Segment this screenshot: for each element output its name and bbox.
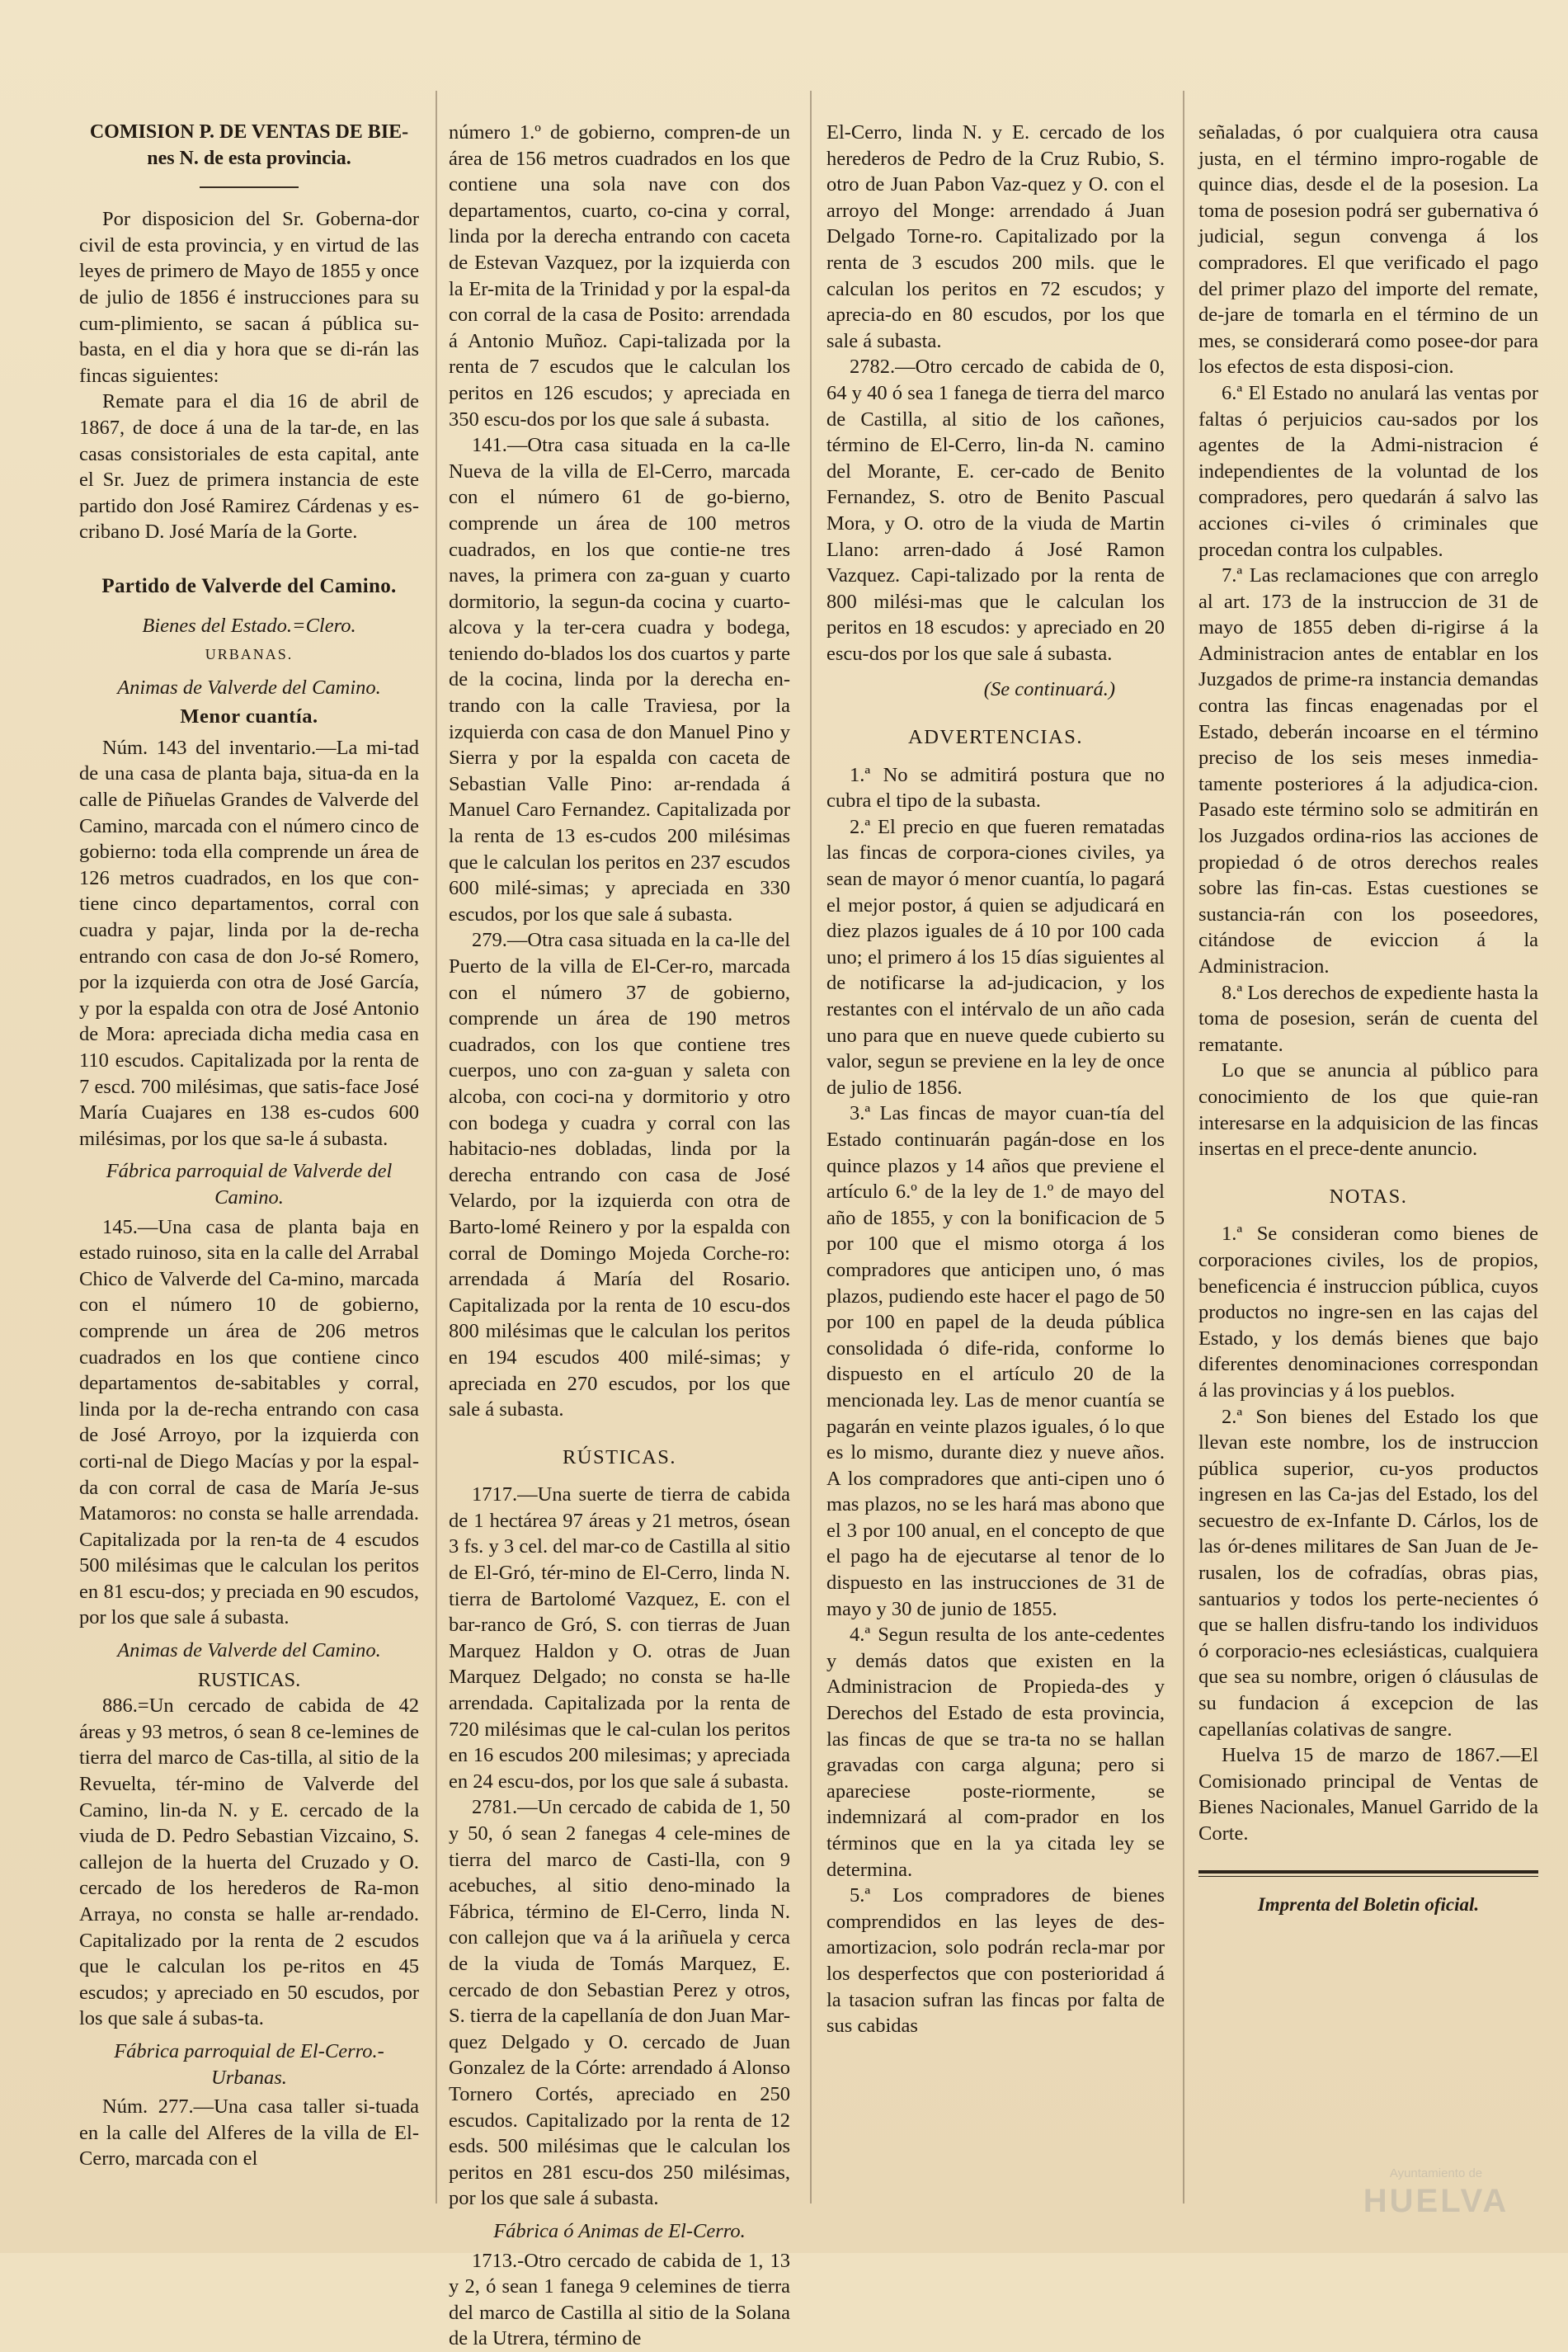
imprenta-line: Imprenta del Boletin oficial. [1257,1893,1480,1915]
advertencia-8: 8.ª Los derechos de expediente hasta la toma de posesion, serán de cuenta del rematante. [1198,981,1538,1056]
advertencia-7: 7.ª Las reclamaciones que con arreglo al art. 173 de la instruccion de 31 de mayo de 1855 deben di-rigirse á la Administracion antes de entablar en los Juzgados de prime-ra instancia demandas contra las fincas enagenadas por el Estado, deberán incoarse en el término preciso de los seis meses inmedia-tamente posteriores á la adjudica-cion. Pasado este término solo se admitirán en los Juzgados ordina-rios las acciones de propiedad ó de otros derechos reales sobre las fin-cas. Estas cuestiones se sustancia-rán con los poseedores, citándose de eviccion á la Administracion. [1198,564,1538,978]
section-heading: COMISION P. DE VENTAS DE BIE-nes N. de esta provincia. [89,121,409,169]
lot-279: 279.—Otra casa situada en la ca-lle del Puerto de la villa de El-Cer-ro, marcada con el número 37 de gobierno, comprende un área de 190 metros cuadrados, con los que contiene tres cuerpos, uno con za-guan y saleta con alcoba, con coci-na y dormitorio y otro con bodega y cuadra y corral con las habitacio-nes dobladas, linda por la derecha entrando con casa de José Velardo, por la izquierda con otra de Barto-lomé Reinero y por la espalda con corral de Domingo Mojeda Corche-ro: arrendada á María del Rosario. Capitalizada por la renta de 10 escu-dos 800 milésimas que le calculan los peritos en 194 escudos 400 milé-simas; y apreciada en 270 escudos, por los que sale á subasta. [449,929,790,1421]
lot-2781: 2781.—Un cercado de cabida de 1, 50 y 50, ó sean 2 fanegas 4 cele-mines de tierra del marco de Casti-lla, con 9 acebuches, al sitio deno-minado la Fábrica, término de El-Cerro, linda N. con callejon que va á la ariñuela y cerca de la viuda de Tomás Marquez, E. cercado de don Sebastian Perez y otros, S. tierra de la capellanía de don Juan Mar-quez Delgado y O. cercado de Juan Gonzalez de la Córte: arrendado á Alonso Tornero Cortés, apreciado en 250 escudos. Capitalizado por la renta de 12 esds. 500 milésimas que le calculan los peritos en 281 escu-dos 250 milésimas, por los que sale á subasta. [449,1796,790,2210]
advertencia-5-continued: señaladas, ó por cualquiera otra causa justa, en el término impro-rogable de quince dias, desde el de la posesion. La toma de posesion podrá ser gubernativa ó judicial, segun convenga á los compradores. El que verificado el pago del primer plazo del importe del remate, de-jare de tomarla en el término de un mes, se considerará como posee-dor para los efectos de esta disposi-cion. [1198,121,1538,379]
watermark-title: HUELVA [1363,2183,1509,2219]
column-4 [1198,120,1538,1917]
signature-block: Huelva 15 de marzo de 1867.—El Comisionado principal de Ventas de Bienes Nacionales, Manuel Garrido de la Corte. [1198,1744,1538,1845]
lot-2782: 2782.—Otro cercado de cabida de 0, 64 y 40 ó sea 1 fanega de tierra del marco de Castilla, al sitio de los cañones, término de El-Cerro, lin-da N. camino del Morante, E. cer-cado de Benito Fernandez, S. otro de Benito Pascual Mora, y O. otro de la viuda de Martin Llano: arren-dado á José Ramon Vazquez. Capi-talizado por la renta de 800 milési-mas que le calculan los peritos en 18 escudos: y apreciado en 20 escu-dos por los que sale á subasta. [826,356,1165,665]
short-rule [200,186,299,188]
lot-277-continued: número 1.º de gobierno, compren-de un área de 156 metros cuadrados en los que contiene una sola nave con dos departamentos, cuarto, co-cina y corral, linda por la derecha entrando con caceta de Estevan Vazquez, por la izquierda con la Er-mita de la Trinidad y por la espal-da con corral de la casa de Posito: arrendada á Antonio Muñoz. Capi-talizada por la renta de 7 escudos que le calculan los peritos en 126 escudos; y apreciada en 350 escu-dos por los que sale á subasta. [449,121,790,431]
continuara-note: (Se continuará.) [983,678,1115,701]
advertencia-2: 2.ª El precio en que fueren rematadas las fincas de corpora-ciones civiles, ya sean de mayor ó menor cuantía, lo pagará el mejor postor, á quien se adjudicará en diez plazos iguales de á 10 por 100 cada uno; el primero á los 15 días siguientes al de notificarse la ad-judicacion, y los restantes con el intérvalo de un año cada uno para que en nueve quede cubierto su valor, segun se previene en la ley de once de julio de 1856. [826,815,1165,1099]
nota-1: 1.ª Se consideran como bienes de corporaciones civiles, los de propios, beneficencia é instruccion pública, cuyos productos no ingre-sen en las cajas del Estado, y los demás bienes que bajo diferentes denominaciones correspondan á las provincias y á los pueblos. [1198,1223,1538,1402]
partido-heading: Partido de Valverde del Camino. [101,574,397,597]
notas-heading: NOTAS. [1329,1185,1408,1208]
lot-141: 141.—Otra casa situada en la ca-lle Nueva de la villa de El-Cerro, marcada con el número 61 de go-bierno, comprende un área de 100 metros cuadrados, en los que contie-ne tres naves, la primera con za-guan y cuarto dormitorio, la segun-da cocina y cuarto-alcova y la ter-cera cuadra y bodega, teniendo do-blados los dos cuartos y parte de la cocina, linda por la derecha en-trando con la calle Traviesa, por la izquierda con casa de don Manuel Pino y Sierra y por la espalda con caceta de Sebastian Valle Pino: ar-rendada á Manuel Caro Fernandez. Capitalizada por la renta de 13 es-cudos 200 milésimas que le calculan los peritos en 237 escudos 600 milé-simas; y apreciada en 330 escudos, por los que sale á subasta. [449,434,790,926]
anuncio-paragraph: Lo que se anuncia al público para conocimiento de los que quie-ran interesarse en la adquisicion de las fincas insertas en el prece-dente anuncio. [1198,1059,1538,1161]
lot-143: Núm. 143 del inventario.—La mi-tad de una casa de planta baja, situa-da en la calle de Piñuelas Grandes de Valverde del Camino, marcada con el número cinco de gobierno: toda ella comprende un área de 126 metros cuadrados, en los que con-tiene cinco departamentos, corral con cuadra y pajar, linda por la de-recha entrando con casa de don Jo-sé Romero, por la izquierda con otra de José García, y por la espalda con otra de José Antonio de Mora: apreciada dicha media casa en 110 escudos. Capitalizada por la renta de 7 escd. 700 milésimas, que satis-face José María Cuajares en 138 es-cudos 600 milésimas, por los que sa-le á subasta. [79,736,419,1150]
fabrica-animas-heading: Fábrica ó Animas de El-Cerro. [493,2219,746,2242]
menor-cuantia-heading: Menor cuantía. [180,705,318,728]
lot-886: 886.=Un cercado de cabida de 42 áreas y 93 metros, ó sean 8 ce-lemines de tierra del marco de Cas-tilla, al sitio de la Revuelta, tér-mino de Valverde del Camino, lin-da N. y E. cercado de la viuda de D. Pedro Sebastian Vizcaino, S. callejon de la huerta del Cruzado y O. cercado de los herederos de Ra-mon Arraya, no consta se halle ar-rendado. Capitalizado por la renta de 2 escudos que le calculan los pe-ritos en 45 escudos; y apreciado en 50 escudos, por los que sale á subas-ta. [79,1694,419,2030]
animas-heading-2: Animas de Valverde del Camino. [117,1639,381,1662]
advertencia-1: 1.ª No se admitirá postura que no cubra el tipo de la subasta. [826,763,1165,813]
nota-2: 2.ª Son bienes del Estado los que llevan este nombre, los de instruccion pública superior, cu-yos productos ingresen en las Ca-jas del Estado, los del secuestro de ex-Infante D. Cárlos, los de las ór-denes militares de San Juan de Je-rusalen, los de cofradías, obras pias, santuarios y todos los perte-necientes ó que se hallen disfru-tando los individuos ó corporacio-nes eclesiásticas, cualquiera que sea su nombre, origen ó cláusulas de su fundacion á excepcion de las capellanías colativas de sangre. [1198,1405,1538,1741]
lot-145: 145.—Una casa de planta baja en estado ruinoso, sita en la calle del Arrabal Chico de Valverde del Ca-mino, marcada con el número 10 de gobierno, comprende un área de 206 metros cuadrados en los que contiene cinco departamentos de-sabitables y corral, linda por la de-recha entrando con casa de José Arroyo, por la izquierda con corti-nal de Diego Macías y por la espal-da con corral de casa de María Je-sus Matamoros: no consta se halle arrendada. Capitalizada por la ren-ta de 4 escudos 500 milésimas que le calculan los peritos en 81 escu-dos; y preciada en 90 escudos, por los que sale á subasta. [79,1215,419,1629]
column-2 [449,120,790,2352]
column-rule [436,91,437,2204]
column-rule [1183,91,1184,2204]
urbanas-heading: URBANAS. [205,646,294,663]
lot-277: Núm. 277.—Una casa taller si-tuada en la calle del Alferes de la villa de El-Cerro, marcada con el [79,2095,419,2171]
rusticas-heading: RUSTICAS. [197,1668,301,1691]
advertencias-heading: ADVERTENCIAS. [908,726,1083,749]
double-rule [1198,1870,1538,1877]
rusticas-heading-2: RÚSTICAS. [562,1445,677,1468]
intro-paragraph: Por disposicion del Sr. Goberna-dor civil de esta provincia, y en virtud de las leyes de primero de Mayo de 1855 y once de julio de 1856 é instrucciones para su cum-plimiento, se sacan á pública su-basta, en el dia y hora que se di-rán las fincas siguientes: [79,208,419,387]
column-1 [79,120,419,2172]
lot-1717: 1717.—Una suerte de tierra de cabida de 1 hectárea 97 áreas y 21 metros, ósean 3 fs. y 3 cel. del mar-co de Castilla al sitio de El-Gró, tér-mino de El-Cerro, linda N. tierra de Bartolomé Vazquez, E. con el bar-ranco de Gró, S. con tierras de Juan Marquez Haldon y O. otras de Juan Marquez Delgado; no consta se ha-lle arrendada. Capitalizada por la renta de 720 milésimas que le cal-culan los peritos en 16 escudos 200 milesimas; y apreciada en 24 escu-dos, por los que sale á subasta. [449,1483,790,1793]
remate-paragraph: Remate para el dia 16 de abril de 1867, de doce á una de la tar-de, en las casas consistoriales de esta capital, ante el Sr. Juez de primera instancia de este partido don José Ramirez Cárdenas y es-cribano D. José María de la Gorte. [79,390,419,544]
bienes-heading: Bienes del Estado.=Clero. [142,614,356,637]
watermark-logo [1345,2113,1527,2220]
lot-1713: 1713.-Otro cercado de cabida de 1, 13 y 2, ó sean 1 fanega 9 celemines de tierra del marco de Castilla al sitio de la Solana de la Utrera, término de [449,2249,790,2350]
column-rule [810,91,812,2204]
column-3 [826,120,1165,2039]
advertencia-5: 5.ª Los compradores de bienes comprendidos en las leyes de des-amortizacion, solo podrán recla-mar por los desperfectos que con posterioridad á la tasacion sufran las fincas por falta de sus cabidas [826,1884,1165,2038]
advertencia-6: 6.ª El Estado no anulará las ventas por faltas ó perjuicios cau-sados por los agentes de la Admi-nistracion é independientes de la voluntad de los compradores, pero quedarán á salvo las acciones ci-viles ó criminales que procedan contra los culpables. [1198,381,1538,561]
fabrica-cerro-heading: Fábrica parroquial de El-Cerro.- Urbanas. [114,2039,384,2089]
animas-heading: Animas de Valverde del Camino. [117,676,381,699]
advertencia-3: 3.ª Las fincas de mayor cuan-tía del Estado continuarán pagán-dose en los quince plazos y 14 años que previene el artículo 6.º de la ley de 1.º de mayo del año de 1855, y con la bonificacion de 5 por 100 que el mismo otorga á los compradores que anticipen uno, ó mas plazos, pudiendo este hacer el pago de 50 por 100 en papel de la deuda pública consolidada ó dife-rida, conforme lo dispuesto en el artículo 20 de la mencionada ley. Las de menor cuantía se pagarán en veinte plazos iguales, ó lo que es lo mismo, durante diez y nueve años. A los compradores que anti-cipen uno ó mas plazos, no se les hará mas abono que el 3 por 100 anual, en el concepto de que el pago ha de ejecutarse al tenor de lo dispuesto en las instrucciones de 31 de mayo y 30 de junio de 1855. [826,1102,1165,1620]
advertencia-4: 4.ª Segun resulta de los ante-cedentes y demás datos que existen en la Administracion de Propieda-des y Derechos del Estado de esta provincia, las fincas de que se tra-ta no se hallan gravadas con carga alguna; pero si apareciese poste-riormente, se indemnizará al com-prador en los términos que en la ya citada ley se determina. [826,1624,1165,1881]
watermark-text: Ayuntamiento de [1389,2166,1483,2180]
lot-1713-continued: El-Cerro, linda N. y E. cercado de los herederos de Pedro de la Cruz Rubio, S. otro de Juan Pabon Vaz-quez y O. con el arroyo del Monge: arrendado á Juan Delgado Torne-ro. Capitalizado por la renta de 3 escudos 200 mils. que le calculan los peritos en 72 escudos; y aprecia-do en 80 escudos, por los que sale á subasta. [826,121,1165,352]
fabrica-heading: Fábrica parroquial de Valverde del Camino. [106,1160,393,1209]
